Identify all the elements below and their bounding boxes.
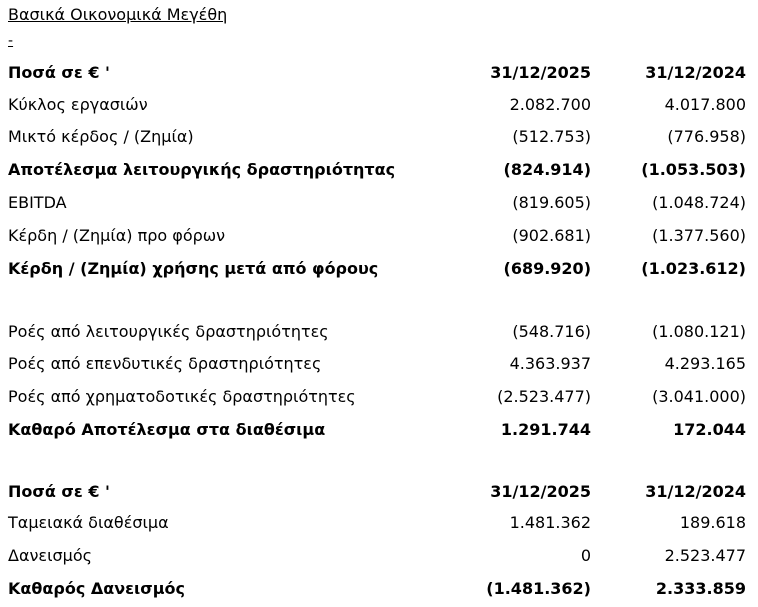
table2-header-col2: 31/12/2024 (645, 482, 746, 501)
row-value-2025: (512.753) (512, 127, 591, 146)
row-value-2025: (824.914) (503, 160, 591, 179)
table1-header-label: Ποσά σε € ' (8, 63, 110, 82)
row-value-2025: (819.605) (512, 193, 591, 212)
row-value-2024: 189.618 (679, 513, 746, 532)
table1-row-net-cash-result (0, 414, 758, 446)
table1-row-revenue (0, 89, 758, 121)
row-value-2024: 172.044 (673, 420, 746, 439)
row-value-2024: (776.958) (667, 127, 746, 146)
table2-row-borrowing (0, 540, 758, 572)
row-value-2025: 2.082.700 (509, 95, 591, 114)
row-value-2024: (1.080.121) (652, 322, 746, 341)
row-label: EBITDA (8, 193, 67, 212)
row-value-2024: (1.053.503) (641, 160, 746, 179)
row-label: Δανεισμός (8, 546, 92, 565)
row-value-2024: (1.377.560) (652, 226, 746, 245)
row-value-2025: (1.481.362) (486, 579, 591, 598)
table1-row-ebitda (0, 187, 758, 219)
table1-row-operating-flows (0, 316, 758, 348)
title-dash: - (8, 33, 14, 49)
row-value-2024: 4.293.165 (664, 354, 746, 373)
table1-row-gross-profit (0, 121, 758, 153)
row-value-2025: 4.363.937 (509, 354, 591, 373)
row-label: Ροές από χρηματοδοτικές δραστηριότητες (8, 387, 356, 406)
row-label: Κύκλος εργασιών (8, 95, 148, 114)
table2-row-net-borrowing (0, 573, 758, 605)
row-value-2025: 1.481.362 (509, 513, 591, 532)
table1-row-investing-flows (0, 348, 758, 380)
table2-header-row (0, 476, 758, 508)
row-label: Μικτό κέρδος / (Ζημία) (8, 127, 194, 146)
row-label: Ροές από επενδυτικές δραστηριότητες (8, 354, 322, 373)
table1-header-col2: 31/12/2024 (645, 63, 746, 82)
table1-row-profit-before-tax (0, 220, 758, 252)
table2-header-label: Ποσά σε € ' (8, 482, 110, 501)
row-value-2025: (902.681) (512, 226, 591, 245)
table1-row-operating-result (0, 154, 758, 186)
row-label: Ταμειακά διαθέσιμα (8, 513, 169, 532)
row-value-2025: (689.920) (503, 259, 591, 278)
row-value-2024: (1.048.724) (652, 193, 746, 212)
row-label: Αποτέλεσμα λειτουργικής δραστηριότητας (8, 160, 396, 179)
row-label: Κέρδη / (Ζημία) χρήσης μετά από φόρους (8, 259, 379, 278)
row-label: Καθαρός Δανεισμός (8, 579, 185, 598)
row-label: Κέρδη / (Ζημία) προ φόρων (8, 226, 226, 245)
row-label: Ροές από λειτουργικές δραστηριότητες (8, 322, 329, 341)
document-title: Βασικά Οικονομικά Μεγέθη (8, 5, 228, 24)
row-value-2025: (2.523.477) (497, 387, 591, 406)
row-value-2024: (1.023.612) (641, 259, 746, 278)
table1-header-col1: 31/12/2025 (490, 63, 591, 82)
row-value-2024: (3.041.000) (652, 387, 746, 406)
row-value-2025: (548.716) (512, 322, 591, 341)
row-value-2025: 0 (580, 546, 591, 565)
table1-header-row (0, 57, 758, 89)
row-value-2024: 2.523.477 (664, 546, 746, 565)
table2-row-cash (0, 507, 758, 539)
row-label: Καθαρό Αποτέλεσμα στα διαθέσιμα (8, 420, 326, 439)
table2-header-col1: 31/12/2025 (490, 482, 591, 501)
row-value-2025: 1.291.744 (500, 420, 591, 439)
row-value-2024: 2.333.859 (655, 579, 746, 598)
table1-row-financing-flows (0, 381, 758, 413)
table1-row-profit-after-tax (0, 253, 758, 285)
row-value-2024: 4.017.800 (664, 95, 746, 114)
